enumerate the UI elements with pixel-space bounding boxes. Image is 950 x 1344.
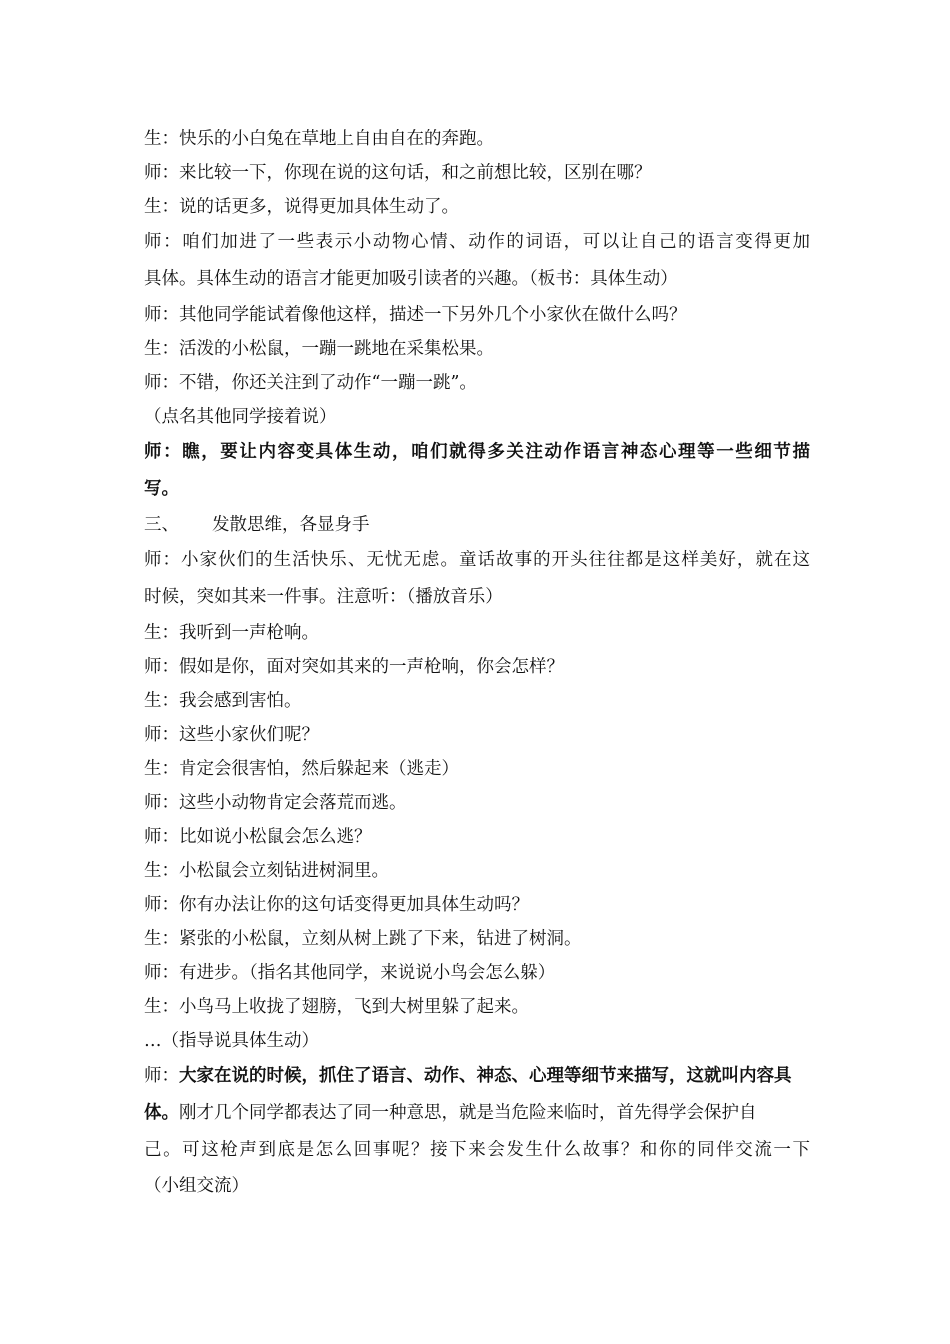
text-line: 生：我会感到害怕。 [144,691,302,711]
text-line: 生：肯定会很害怕，然后躲起来（逃走） [144,759,459,779]
document-page [144,122,810,1203]
bold-text-run: 大家在说的时候，抓住了语言、动作、神态、心理等细节来描写，这就叫内容具 [179,1066,792,1086]
section-heading [144,508,810,542]
section-title: 发散思维，各显身手 [212,515,370,535]
speaker-label: 师： [144,1066,179,1086]
text-line: 师：有进步。（指名其他同学，来说说小鸟会怎么躲） [144,963,556,983]
text-line: 师：不错，你还关注到了动作“一蹦一跳”。 [144,373,477,393]
text-line: 生：小松鼠会立刻钻进树洞里。 [144,861,389,881]
text-line: 生：说的话更多，说得更加具体生动了。 [144,197,459,217]
text-line: 师：假如是你，面对突如其来的一声枪响，你会怎样？ [144,657,564,677]
text-line: 师：这些小家伙们呢？ [144,725,319,745]
text-line: …（指导说具体生动） [144,1031,319,1051]
bold-text-run: 体。 [144,1103,179,1123]
text-line [144,1095,810,1132]
text-line: 具体。具体生动的语言才能更加吸引读者的兴趣。（板书：具体生动） [144,269,678,289]
bold-text-line: 写。 [144,479,179,499]
text-line: 师：这些小动物肯定会落荒而逃。 [144,793,407,813]
text-line: 时候，突如其来一件事。注意听：（播放音乐） [144,587,503,607]
text-line: （点名其他同学接着说） [144,407,337,427]
text-line: 师：咱们加进了一些表示小动物心情、动作的词语，可以让自己的语言变得更加 [144,232,810,252]
text-line: 己。可这枪声到底是怎么回事呢？接下来会发生什么故事？和你的同伴交流一下 [144,1140,810,1160]
text-line: 师：比如说小松鼠会怎么逃？ [144,827,372,847]
bold-text-line: 师：瞧，要让内容变具体生动，咱们就得多关注动作语言神态心理等一些细节描 [144,442,810,462]
text-line: 师：其他同学能试着像他这样，描述一下另外几个小家伙在做什么吗？ [144,305,687,325]
text-line: 生：紧张的小松鼠，立刻从树上跳了下来，钻进了树洞。 [144,929,582,949]
text-run: 刚才几个同学都表达了同一种意思，就是当危险来临时，首先得学会保护自 [179,1103,757,1123]
text-line: 生：小鸟马上收拢了翅膀，飞到大树里躲了起来。 [144,997,529,1017]
section-number: 三、 [144,515,179,535]
text-line: 生：我听到一声枪响。 [144,623,319,643]
text-line: 师：你有办法让你的这句话变得更加具体生动吗？ [144,895,529,915]
text-line: 生：活泼的小松鼠，一蹦一跳地在采集松果。 [144,339,494,359]
text-line [144,1058,810,1095]
text-line: 师：小家伙们的生活快乐、无忧无虑。童话故事的开头往往都是这样美好，就在这 [144,550,810,570]
text-line: （小组交流） [144,1176,249,1196]
text-line: 生：快乐的小白兔在草地上自由自在的奔跑。 [144,129,494,149]
text-line: 师：来比较一下，你现在说的这句话，和之前想比较，区别在哪？ [144,163,652,183]
